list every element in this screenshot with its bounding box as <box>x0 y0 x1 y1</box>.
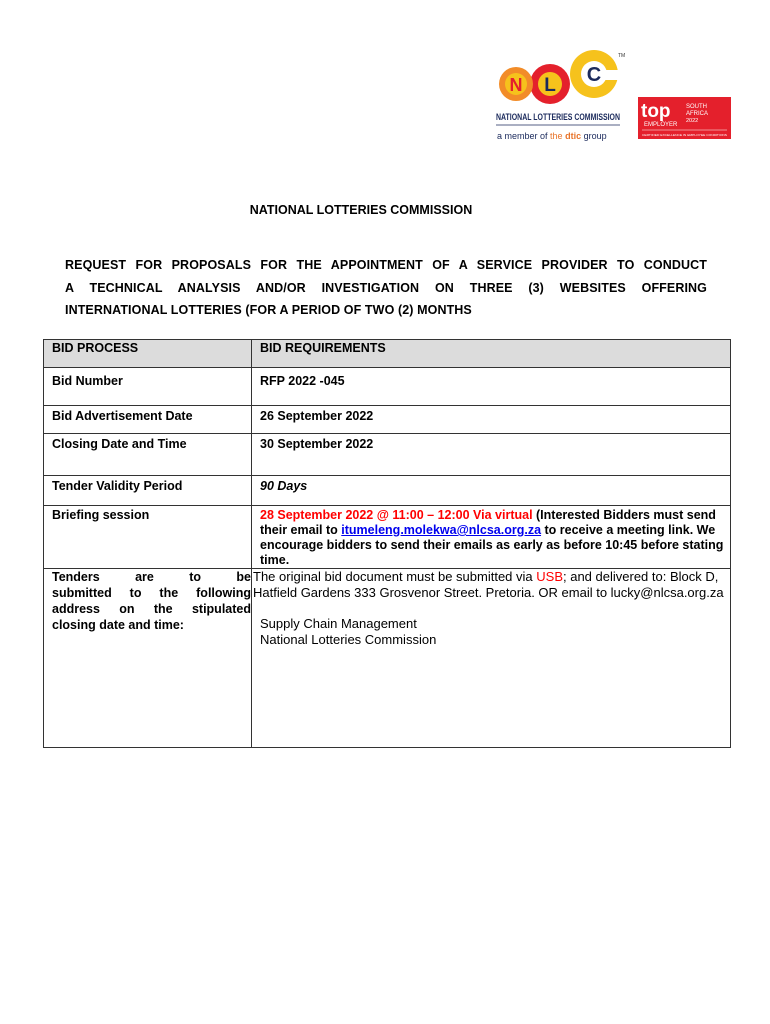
nlc-logo-letter-l: L <box>544 75 556 96</box>
document-heading: NATIONAL LOTTERIES COMMISSION <box>249 203 473 217</box>
row-value-validity-period: 90 Days <box>252 476 731 506</box>
tenders-label-line-3: address on the stipulated <box>52 602 251 616</box>
tenders-label-line-4: closing date and time: <box>52 618 184 632</box>
rfp-title-line-3: INTERNATIONAL LOTTERIES (FOR A PERIOD OF TWO (2) MONTHS <box>65 303 472 317</box>
rfp-title <box>65 254 707 322</box>
top-employer-country-2: AFRICA <box>686 111 709 117</box>
tenders-text-a: The original bid document must be submitted via <box>253 569 537 584</box>
table-row <box>44 476 731 506</box>
tenders-label-line-1: Tenders are to be <box>52 570 251 584</box>
nlc-logo-letter-c: C <box>586 64 602 86</box>
row-label-closing-date: Closing Date and Time <box>44 434 252 476</box>
top-employer-logo <box>638 97 731 139</box>
rfp-title-line-2: A TECHNICAL ANALYSIS AND/OR INVESTIGATION ON THREE (3) WEBSITES OFFERING <box>65 280 707 295</box>
row-label-validity-period: Tender Validity Period <box>44 476 252 506</box>
tenders-org: National Lotteries Commission <box>260 632 437 647</box>
table-row <box>44 569 731 748</box>
table-row <box>44 368 731 406</box>
table-row <box>44 506 731 569</box>
briefing-date: 28 September 2022 @ 11:00 – 12:00 Via virtual <box>260 508 533 522</box>
briefing-email-link[interactable]: itumeleng.molekwa@nlcsa.org.za <box>341 523 542 537</box>
briefing-text-a: (Interested Bidders must send their email to <box>260 508 716 537</box>
tenders-recipient <box>253 616 730 648</box>
top-employer-label: EMPLOYER <box>644 122 678 128</box>
tenders-text-b: ; and delivered to: Block D, Hatfield Gardens 333 Grosvenor Street. Pretoria. OR email to lucky@nlcsa.org.za <box>253 569 724 600</box>
tenders-label-line-2: submitted to the following <box>52 586 251 600</box>
tenders-dept: Supply Chain Management <box>260 616 417 631</box>
bid-table <box>43 339 731 748</box>
table-row <box>44 434 731 476</box>
row-label-advertisement-date: Bid Advertisement Date <box>44 406 252 434</box>
row-value-closing-date: 30 September 2022 <box>252 434 731 476</box>
nlc-logo-member-line: a member of the dtic group <box>497 131 607 141</box>
tenders-instructions <box>253 569 730 601</box>
top-employer-year: 2022 <box>686 118 699 124</box>
nlc-logo-tm: TM <box>618 53 626 59</box>
row-value-bid-number: RFP 2022 -045 <box>252 368 731 406</box>
top-employer-country-1: SOUTH <box>686 104 707 110</box>
row-label-bid-number: Bid Number <box>44 368 252 406</box>
row-label-tenders <box>44 569 252 748</box>
header-bid-requirements: BID REQUIREMENTS <box>252 340 731 368</box>
top-employer-tagline: CERTIFIED EXCELLENCE IN EMPLOYEE CONDITIONS <box>642 133 727 137</box>
row-label-briefing-session: Briefing session <box>44 506 252 569</box>
header-bid-process: BID PROCESS <box>44 340 252 368</box>
rfp-title-line-1: REQUEST FOR PROPOSALS FOR THE APPOINTMENT OF A SERVICE PROVIDER TO CONDUCT <box>65 258 707 272</box>
nlc-logo <box>494 46 632 146</box>
table-row <box>44 406 731 434</box>
nlc-logo-name: NATIONAL LOTTERIES COMMISSION <box>496 112 621 123</box>
row-value-briefing-session <box>252 506 731 569</box>
top-employer-word: top <box>641 101 671 122</box>
row-value-tenders <box>252 569 731 748</box>
row-value-advertisement-date: 26 September 2022 <box>252 406 731 434</box>
briefing-text-b: to receive a meeting link. We encourage bidders to send their emails as early as before 10:45 before stating time. <box>260 523 724 567</box>
tenders-usb: USB <box>536 569 563 584</box>
bid-table-header <box>44 340 731 368</box>
nlc-logo-letter-n: N <box>509 75 523 95</box>
